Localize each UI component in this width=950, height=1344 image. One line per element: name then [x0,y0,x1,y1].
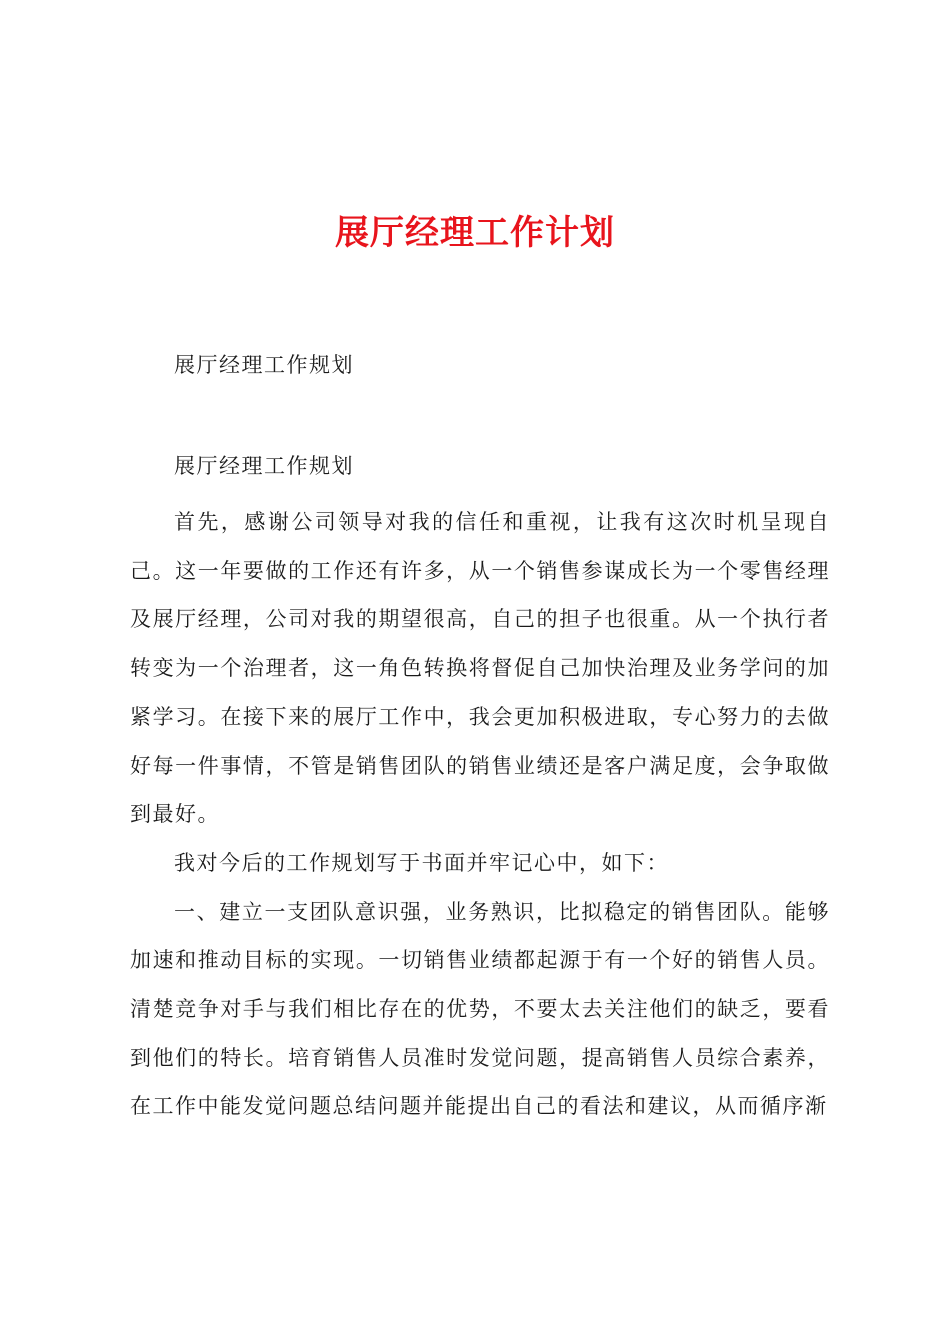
body-paragraph: 首先，感谢公司领导对我的信任和重视，让我有这次时机呈现自己。这一年要做的工作还有许多，从一个销售参谋成长为一个零售经理及展厅经理，公司对我的期望很高，自己的担子也很重。从一个执行者转变为一个治理者，这一角色转换将督促自己加快治理及业务学问的加紧学习。在接下来的展厅工作中，我会更加积极进取，专心努力的去做好每一件事情，不管是销售团队的销售业绩还是客户满足度，会争取做到最好。 [130,510,830,827]
subheading: 展厅经理工作规划 [174,454,354,478]
document-body [130,498,830,1131]
body-paragraph: 我对今后的工作规划写于书面并牢记心中，如下： [174,850,669,875]
document-title: 展厅经理工作计划 [335,213,615,253]
body-paragraph: 一、建立一支团队意识强，业务熟识，比拟稳定的销售团队。能够加速和推动目标的实现。一切销售业绩都起源于有一个好的销售人员。清楚竞争对手与我们相比存在的优势，不要太去关注他们的缺乏，要看到他们的特长。培育销售人员准时发觉问题，提高销售人员综合素养，在工作中能发觉问题总结问题并能提出自己的看法和建议，从而循序渐 [130,899,830,1119]
subheading: 展厅经理工作规划 [174,353,354,377]
